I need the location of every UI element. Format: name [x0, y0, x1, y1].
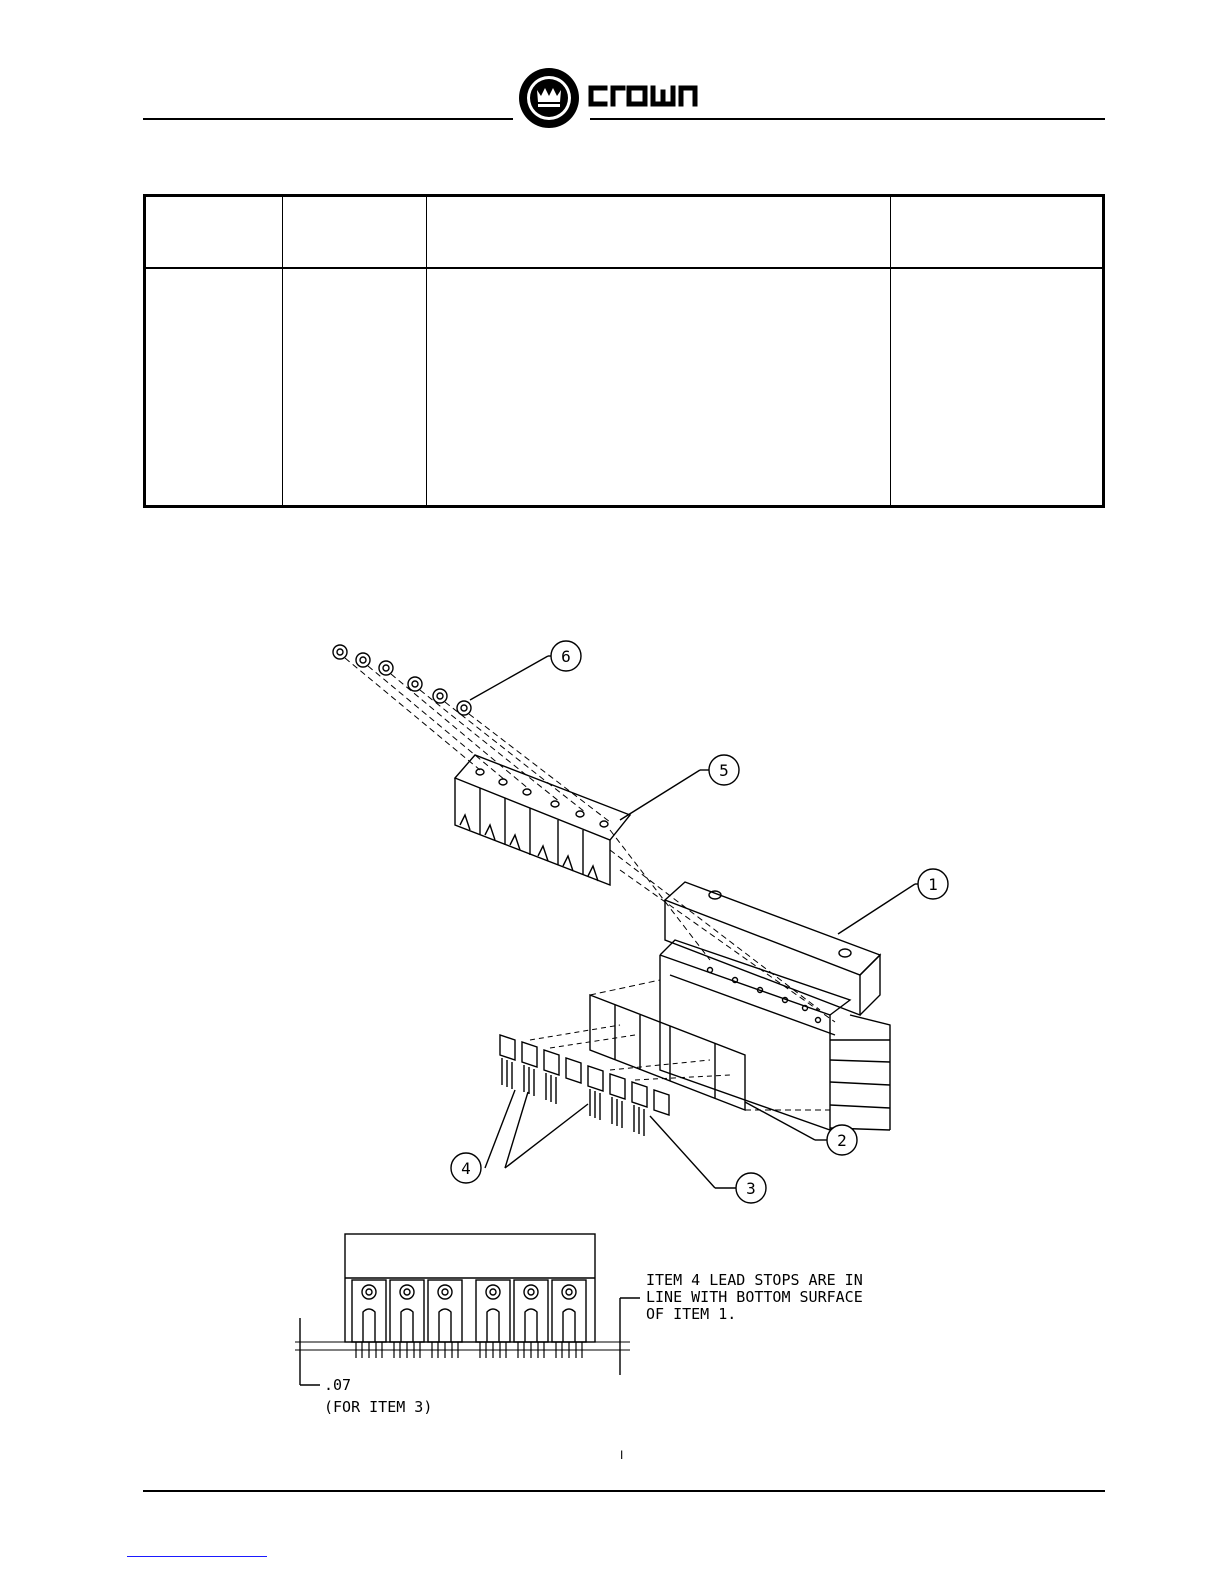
callout-label: 5 [719, 761, 729, 780]
table-header-divider [146, 267, 1102, 269]
header-rule-left [143, 118, 513, 120]
heatsink-assembly-drawing [290, 630, 970, 1430]
callout-label: 6 [561, 647, 571, 666]
clips-item-5 [455, 755, 630, 885]
hyperlink-underline[interactable] [127, 1556, 267, 1557]
note-line: LINE WITH BOTTOM SURFACE [646, 1288, 863, 1306]
callout-label: 3 [746, 1179, 756, 1198]
insulator-item-2 [590, 980, 830, 1110]
screws-item-6 [333, 645, 471, 715]
table-column-divider [426, 197, 427, 505]
callout-label: 1 [928, 875, 938, 894]
side-view [295, 1234, 640, 1385]
table-column-divider [282, 197, 283, 505]
callout-label: 2 [837, 1131, 847, 1150]
dimension-note: (FOR ITEM 3) [324, 1398, 433, 1416]
note-line: OF ITEM 1. [646, 1305, 737, 1323]
footer-rule [143, 1490, 1105, 1492]
dimension-value: .07 [324, 1376, 352, 1394]
page-number-mark: I [620, 1448, 624, 1462]
table-column-divider [890, 197, 891, 505]
parts-table [143, 194, 1105, 508]
callout-label: 4 [461, 1159, 471, 1178]
note-line: ITEM 4 LEAD STOPS ARE IN [646, 1271, 863, 1289]
crown-logo [517, 66, 717, 130]
heatsink-item-1 [660, 882, 890, 1130]
